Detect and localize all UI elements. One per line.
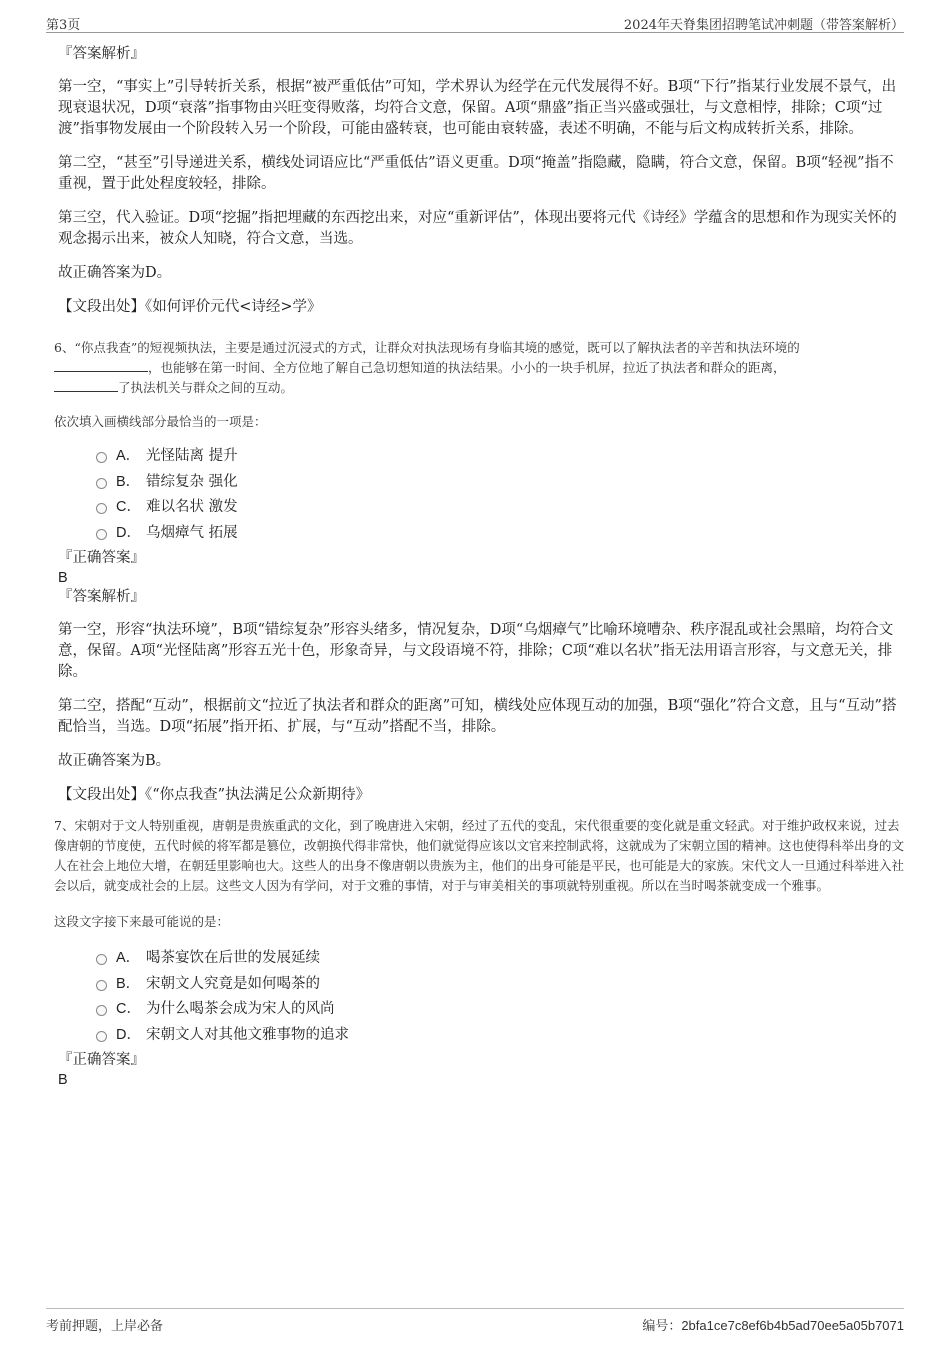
document-title: 2024年天脊集团招聘笔试冲刺题（带答案解析） <box>623 18 904 33</box>
option-letter: D． <box>116 524 141 541</box>
analysis-paragraph: 第三空，代入验证。D项“挖掘”指把埋藏的东西挖出来，对应“重新评估”，体现出要将元代《诗经》学蕴含的思想和作为现实关怀的观念揭示出来，被众人知晓，符合文意，当选。 <box>58 210 897 247</box>
page-footer <box>46 1308 904 1333</box>
correct-answer: B <box>58 1072 68 1088</box>
q6-analysis <box>54 587 904 806</box>
option-text: 为什么喝茶会成为宋人的风尚 <box>146 1001 335 1018</box>
question-text <box>54 338 904 398</box>
q5-analysis <box>54 44 904 318</box>
document-id: 编号：2bfa1ce7c8ef6b4b5ad70ee5a05b7071 <box>642 1318 904 1333</box>
option-text: 难以名状 激发 <box>146 499 238 516</box>
option-text: 光怪陆离 提升 <box>146 448 238 465</box>
option-letter: D． <box>116 1026 141 1043</box>
correct-answer-heading: 『正确答案』 <box>58 1052 145 1068</box>
analysis-conclusion: 故正确答案为B。 <box>58 753 171 769</box>
question-text-part: 6、“你点我查”的短视频执法，主要是通过沉浸式的方式，让群众对执法现场有身临其境的感觉，既可以了解执法者的辛苦和执法环境的 <box>54 340 800 355</box>
page-header <box>46 12 904 33</box>
radio-button-icon[interactable] <box>96 452 107 463</box>
option-letter: B． <box>116 975 141 992</box>
source-citation: 【文段出处】《如何评价元代<诗经>学》 <box>58 299 322 315</box>
option-b[interactable] <box>96 468 904 494</box>
analysis-heading: 『答案解析』 <box>58 46 145 62</box>
option-d[interactable] <box>96 1021 904 1047</box>
option-text: 错综复杂 强化 <box>146 473 238 490</box>
source-citation: 【文段出处】《“你点我查”执法满足公众新期待》 <box>58 787 371 803</box>
page-number: 第3页 <box>46 18 81 33</box>
radio-button-icon[interactable] <box>96 529 107 540</box>
option-c[interactable] <box>96 995 904 1021</box>
option-letter: B． <box>116 473 141 490</box>
question-6 <box>54 338 904 806</box>
question-text-part: 了执法机关与群众之间的互动。 <box>118 380 294 395</box>
question-7 <box>54 816 904 1089</box>
radio-button-icon[interactable] <box>96 1005 107 1016</box>
question-text-part: ，也能够在第一时间、全方位地了解自己急切想知道的执法结果。小小的一块手机屏，拉近了执法者和群众的距离， <box>148 360 786 375</box>
option-list <box>54 944 904 1046</box>
analysis-paragraph: 第一空，“事实上”引导转折关系，根据“被严重低估”可知，学术界认为经学在元代发展得不好。B项“下行”指某行业发展不景气，出现衰退状况，D项“衰落”指事物由兴旺变得败落，均符合文意，保留。A项“鼎盛”指正当兴盛或强壮，与文意相悖，排除；C项“过渡”指事物发展由一个阶段转入另一个阶段，可能由盛转衰，也可能由衰转盛，表述不明确，不能与后文构成转折关系，排除。 <box>58 79 897 137</box>
blank-line <box>54 379 118 392</box>
option-c[interactable] <box>96 493 904 519</box>
option-a[interactable] <box>96 944 904 970</box>
correct-answer-heading: 『正确答案』 <box>58 550 145 566</box>
radio-button-icon[interactable] <box>96 1031 107 1042</box>
option-letter: C． <box>116 499 141 516</box>
radio-button-icon[interactable] <box>96 980 107 991</box>
option-text: 宋朝文人究竟是如何喝茶的 <box>146 975 320 992</box>
option-letter: A． <box>116 950 141 967</box>
question-text: 7、宋朝对于文人特别重视，唐朝是贵族重武的文化，到了晚唐进入宋朝，经过了五代的变乱，宋代很重要的变化就是重文轻武。对于维护政权来说，过去像唐朝的节度使，五代时候的将军都是篡位，改朝换代得非常快，他们就觉得应该以文官来控制武将，这就成为了宋朝立国的精神。这也使得科举出身的文人在社会上地位大增，在朝廷里影响也大。这些人的出身不像唐朝以贵族为主，他们的出身可能是平民，也可能是大的家族。宋代文人一旦通过科举进入社会以后，就变成社会的上层。这些文人因为有学问，对于文雅的事情，对于与审美相关的事项就特别重视。所以在当时喝茶就变成一个雅事。 <box>54 818 905 893</box>
option-list <box>54 442 904 544</box>
question-prompt: 依次填入画横线部分最恰当的一项是： <box>54 414 267 429</box>
option-text: 乌烟瘴气 拓展 <box>146 524 238 541</box>
correct-answer: B <box>58 570 68 586</box>
analysis-paragraph: 第二空，“甚至”引导递进关系，横线处词语应比“严重低估”语义更重。D项“掩盖”指隐藏，隐瞒，符合文意，保留。B项“轻视”指不重视，置于此处程度较轻，排除。 <box>58 155 894 192</box>
option-text: 宋朝文人对其他文雅事物的追求 <box>146 1026 349 1043</box>
footer-slogan: 考前押题，上岸必备 <box>46 1319 164 1334</box>
analysis-paragraph: 第一空，形容“执法环境”，B项“错综复杂”形容头绪多，情况复杂，D项“乌烟瘴气”比喻环境嘈杂、秩序混乱或社会黑暗，均符合文意，保留。A项“光怪陆离”形容五光十色，形象奇异，与文段语境不符，排除；C项“难以名状”指无法用语言形容，与文意无关，排除。 <box>58 622 894 680</box>
analysis-heading: 『答案解析』 <box>58 589 145 605</box>
radio-button-icon[interactable] <box>96 503 107 514</box>
option-letter: C． <box>116 1001 141 1018</box>
option-d[interactable] <box>96 519 904 545</box>
radio-button-icon[interactable] <box>96 478 107 489</box>
blank-line <box>54 359 148 372</box>
question-prompt: 这段文字接下来最可能说的是： <box>54 914 230 929</box>
analysis-conclusion: 故正确答案为D。 <box>58 265 172 281</box>
option-text: 喝茶宴饮在后世的发展延续 <box>146 950 320 967</box>
analysis-paragraph: 第二空，搭配“互动”，根据前文“拉近了执法者和群众的距离”可知，横线处应体现互动的加强，B项“强化”符合文意，且与“互动”搭配恰当，当选。D项“拓展”指开拓、扩展，与“互动”搭配不当，排除。 <box>58 698 897 735</box>
page-content <box>54 44 904 1089</box>
option-a[interactable] <box>96 442 904 468</box>
option-b[interactable] <box>96 970 904 996</box>
option-letter: A． <box>116 448 141 465</box>
radio-button-icon[interactable] <box>96 954 107 965</box>
